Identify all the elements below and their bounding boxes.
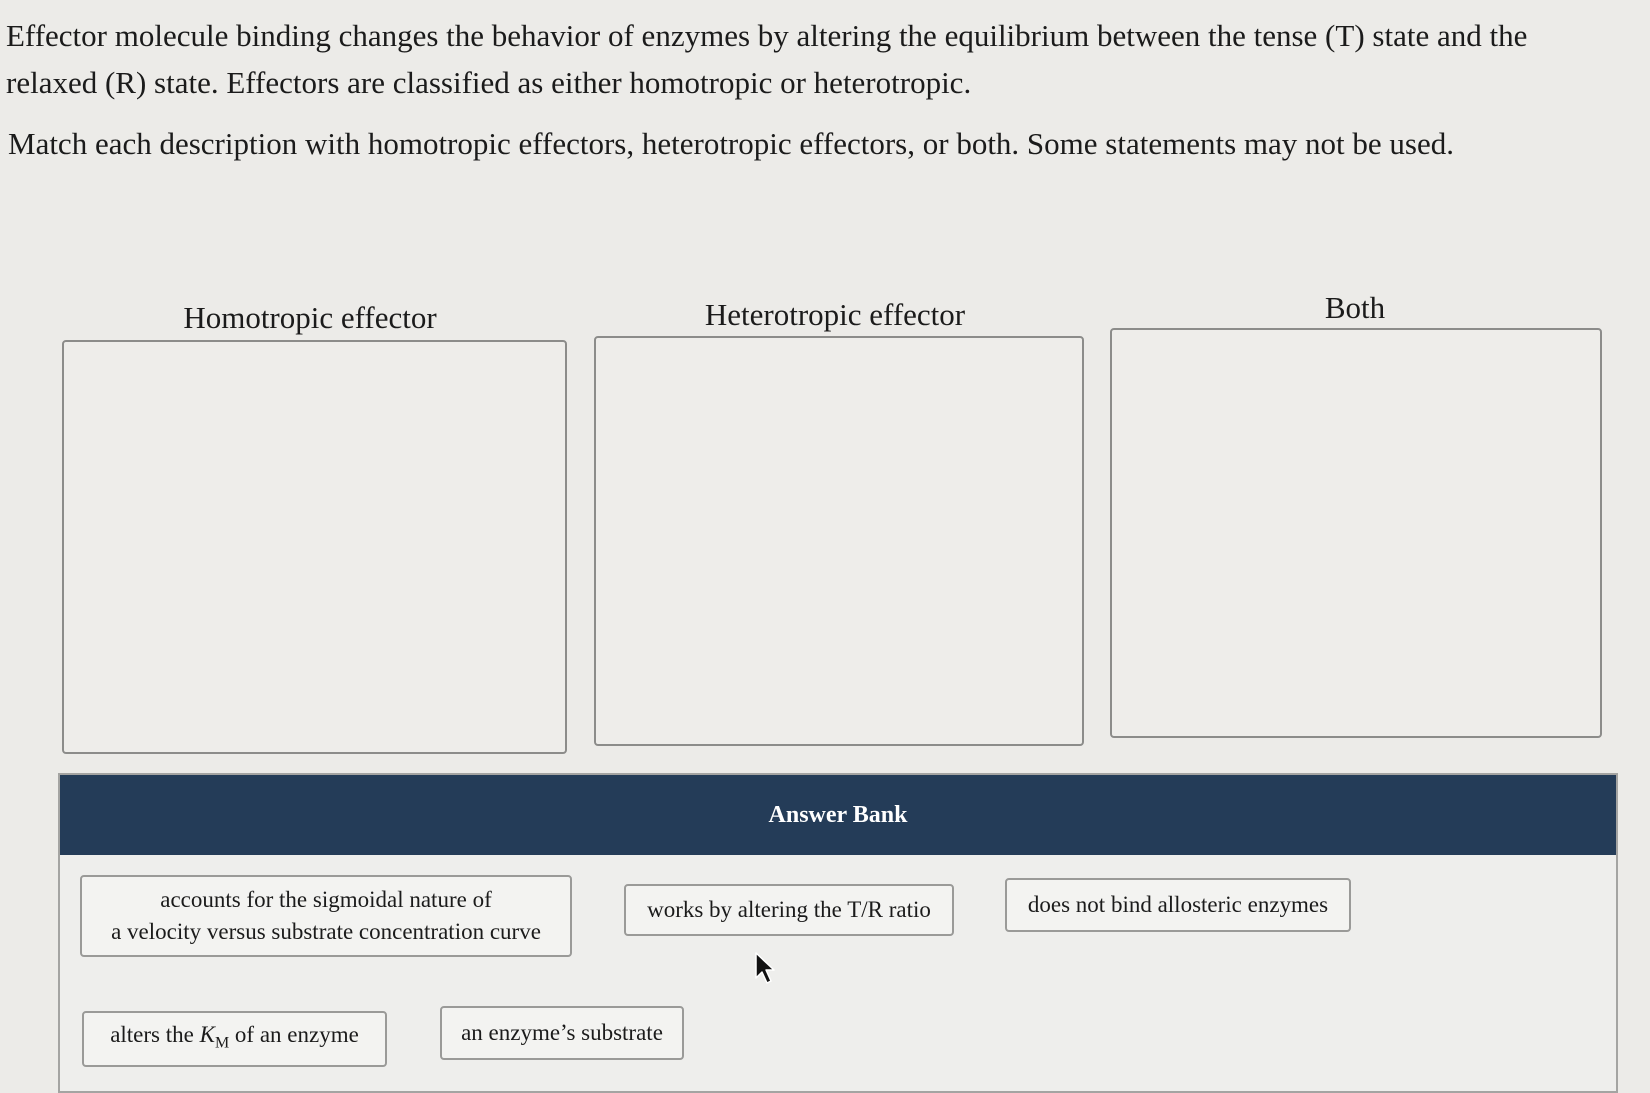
answer-chip-km-label (84, 1019, 385, 1060)
answer-chip-no-allosteric-label: does not bind allosteric enzymes (1027, 892, 1329, 917)
answer-chip-sigmoidal-line1: accounts for the sigmoidal nature of (160, 887, 492, 912)
km-subscript: M (214, 1034, 230, 1052)
intro-line-2: relaxed (R) state. Effectors are classified as either homotropic or heterotropic. (6, 65, 972, 100)
answer-chip-tr-ratio-label: works by altering the T/R ratio (647, 897, 931, 922)
answer-chip-sigmoidal-line2: a velocity versus substrate concentration curve (111, 919, 541, 944)
answer-chip-substrate-label: an enzyme’s substrate (461, 1020, 663, 1045)
answer-chip-no-allosteric[interactable] (1005, 878, 1351, 932)
answer-chip-sigmoidal[interactable] (80, 875, 572, 957)
column-title-both: Both (1324, 290, 1386, 325)
answer-bank-header (60, 775, 1616, 855)
km-variable: K (199, 1021, 215, 1047)
question-intro (6, 12, 1606, 106)
drop-zone-heterotropic[interactable] (594, 336, 1084, 746)
km-suffix: of an enzyme (229, 1021, 359, 1047)
intro-line-1: Effector molecule binding changes the behavior of enzymes by altering the equilibrium between the tense (T) state and the (6, 18, 1528, 53)
mouse-pointer-icon (754, 952, 780, 986)
column-title-heterotropic: Heterotropic effector (704, 297, 966, 332)
question-instruction: Match each description with homotropic effectors, heterotropic effectors, or both. Some statements may not be used. (8, 126, 1454, 161)
drop-zone-both[interactable] (1110, 328, 1602, 738)
column-title-homotropic: Homotropic effector (183, 300, 437, 335)
km-prefix: alters the (110, 1021, 200, 1047)
answer-chip-substrate[interactable] (440, 1006, 684, 1060)
drop-zone-homotropic[interactable] (62, 340, 567, 754)
answer-bank-title: Answer Bank (768, 801, 908, 828)
answer-chip-km[interactable] (82, 1011, 387, 1067)
answer-chip-tr-ratio[interactable] (624, 884, 954, 936)
